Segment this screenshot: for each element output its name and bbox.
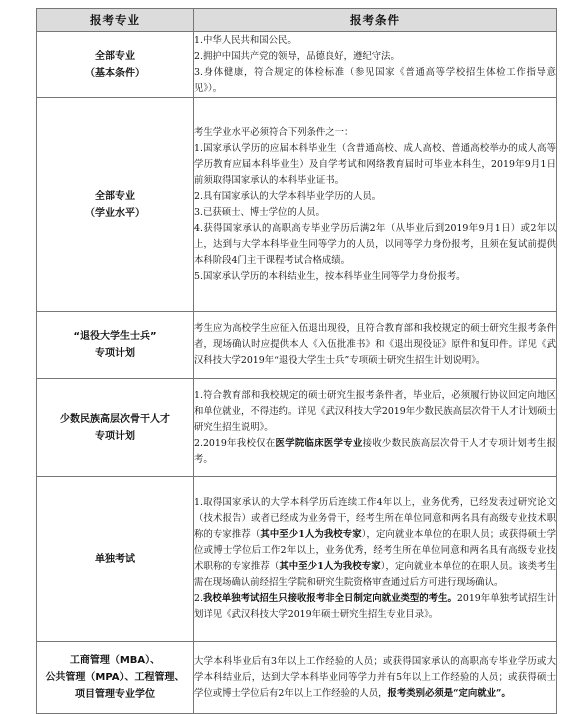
table-row [37,312,557,379]
category-line: 公共管理（MPA）、工程管理、 [45,672,185,683]
requirements-table [36,8,557,714]
table-row [37,32,557,98]
condition-text: 2.我校单独考试招生只接收报考非全日制定向就业类型的考生。2019年单独考试招生计划详见《武汉科技大学2019年硕士研究生招生专业目录》。 [194,593,556,620]
category-line: 少数民族高层次骨干人才 [60,413,170,425]
table-header-row [37,9,557,32]
condition-text: 2.拥护中国共产党的领导，品德良好，遵纪守法。 [194,50,400,62]
table-row [37,642,557,714]
table-row [37,477,557,642]
category-cell [37,477,194,642]
condition-cell [194,32,557,98]
condition-text: 2.具有国家承认的大学本科毕业学历的人员。 [194,190,382,202]
condition-text: 1.国家承认学历的应届本科毕业生（含普通高校、成人高校、普通高校举办的成人高等学历教育应届本科毕业生）及自学考试和网络教育届时可毕业本科生，2019年9月1日前须取得国家承认的本科毕业证书。 [194,142,556,186]
condition-text: 2.2019年我校仅在医学院临床医学专业接收少数民族高层次骨干人才专项计划考生报考。 [194,437,556,465]
category-line: 全部专业 [95,190,135,202]
condition-text: 大学本科毕业后有3年以上工作经验的人员；或获得国家承认的高职高专毕业学历或大学本科结业后，达到大学本科毕业同等学力并有5年以上工作经验的人员；或获得硕士学位或博士学位后有2年以上工作经验的人员，报考类别必须是“定向就业”。 [194,655,556,699]
category-line: 工商管理（MBA）、 [69,655,161,666]
category-line: 项目管理专业学位 [75,689,155,700]
condition-text: 3.已获硕士、博士学位的人员。 [194,206,325,218]
category-line: 专项计划 [95,348,135,359]
condition-text: 5.国家承认学历的本科结业生，按本科毕业生同等学力身份报考。 [194,270,466,282]
condition-text: 考生应为高校学生应征入伍退出现役，且符合教育部和我校规定的硕士研究生报考条件者，现场确认时应提供本人《入伍批准书》和《退出现役证》原件和复印件。详见《武汉科技大学2019年“退役大学生士兵”专项硕士研究生招生计划说明》。 [194,323,556,366]
condition-cell [194,642,557,714]
condition-text: 考生学业水平必须符合下列条件之一： [194,126,354,138]
condition-cell [194,477,557,642]
category-cell [37,642,194,714]
condition-text: 1.符合教育部和我校规定的硕士研究生报考条件者，毕业后，必须履行协议回定向地区和单位就业，不得违约。详见《武汉科技大学2019年少数民族高层次骨干人才计划硕士研究生招生说明》。 [194,389,556,433]
category-cell [37,32,194,98]
condition-text: 1.中华人民共和国公民。 [194,34,297,46]
condition-text: 4.获得国家承认的高职高专毕业学历后满2年（从毕业后到2019年9月1日）或2年以上，达到与大学本科毕业生同等学力的人员，以同等学力身份报考，且须在复试前提供本科阶段4门主干课程考试合格成绩。 [194,222,556,266]
category-cell [37,379,194,477]
condition-text: 3.身体健康，符合规定的体检标准（参见国家《普通高等学校招生体检工作指导意见》）。 [194,66,556,94]
condition-cell [194,312,557,379]
table-row [37,379,557,477]
category-cell [37,98,194,312]
category-line: 专项计划 [95,430,135,442]
condition-text: 1.取得国家承认的大学本科学历后连续工作4年以上，业务优秀，已经发表过研究论文（技术报告）或者已经成为业务骨干，经考生所在单位同意和两名具有高级专业技术职称的专家推荐（其中至少1人为我校专家），定向就业本单位的在职人员；或获得硕士学位或博士学位后工作2年以上，业务优秀，经考生所在单位同意和两名具有高级专业技术职称的专家推荐（其中至少1人为我校专家），定向就业本单位的在职人员。该类考生需在现场确认前经招生学院和研究生院资格审查通过后方可进行现场确认。 [194,497,556,588]
table-row [37,98,557,312]
category-line: 全部专业 [95,50,135,62]
category-line: （基本条件） [85,67,145,79]
category-line: （学业水平） [85,207,145,219]
header-major: 报考专业 [37,9,194,32]
category-line: “退役大学生士兵” [73,331,157,342]
category-line: 单独考试 [95,553,135,565]
condition-cell [194,379,557,477]
category-cell [37,312,194,379]
header-conditions: 报考条件 [194,9,557,32]
condition-cell [194,98,557,312]
